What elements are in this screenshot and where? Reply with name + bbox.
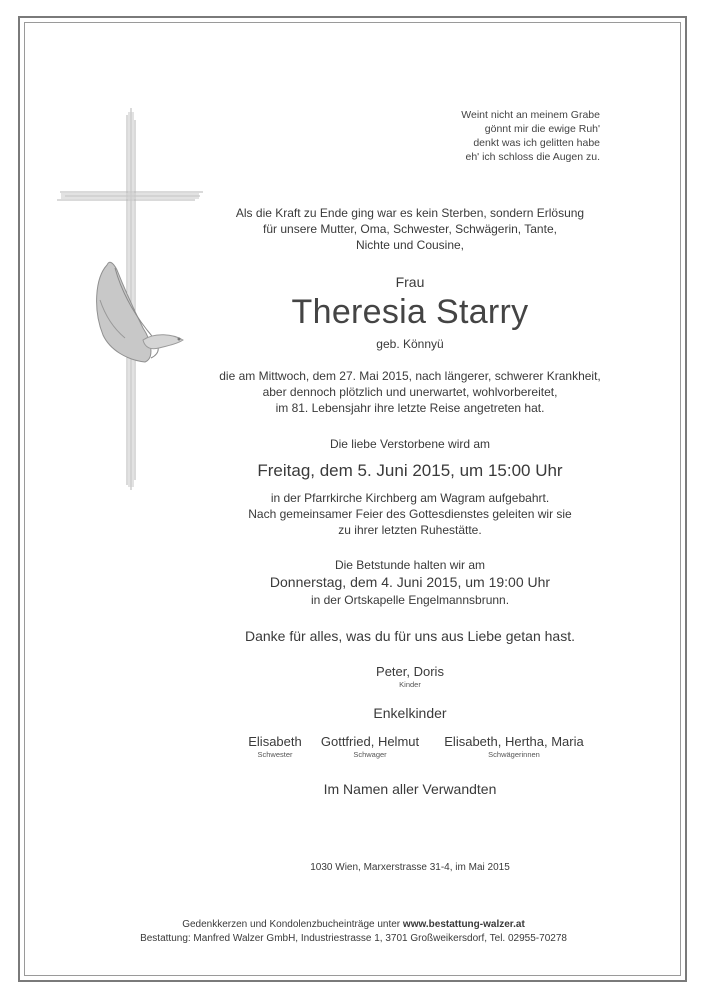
poem-line: Weint nicht an meinem Grabe [461,109,600,121]
salutation: Frau [395,274,425,290]
relative-role: Schwager [353,750,387,759]
funeral-line: in der Pfarrkirche Kirchberg am Wagram aufgebahrt. [270,491,550,505]
deceased-name: Theresia Starry [291,293,529,331]
intro-line: Als die Kraft zu Ende ging war es kein Sterben, sondern Erlösung [235,206,585,220]
death-text [200,368,620,416]
funeral-text [200,490,620,538]
death-line: im 81. Lebensjahr ihre letzte Reise angetreten hat. [275,401,545,415]
relative-role: Schwägerinnen [488,750,540,759]
cross-praying-hands-icon [55,100,205,500]
footer [40,918,667,946]
footer-prefix: Gedenkkerzen und Kondolenzbucheinträge unter [182,919,403,930]
relative-sisters-in-law [432,734,596,759]
relative-names: Elisabeth [248,734,302,749]
relative-brothers-in-law [312,734,428,759]
birth-name: geb. Könnyü [376,337,444,351]
closing-text: Im Namen aller Verwandten [323,781,497,797]
prayer-date: Donnerstag, dem 4. Juni 2015, um 19:00 Uhr [269,574,551,590]
funeral-intro: Die liebe Verstorbene wird am [329,437,491,451]
poem [400,108,600,164]
death-line: aber dennoch plötzlich und unerwartet, wohlvorbereitet, [262,385,558,399]
children [200,664,620,689]
poem-line: gönnt mir die ewige Ruh' [484,123,600,135]
children-role: Kinder [399,680,421,689]
intro-line: Nichte und Cousine, [355,238,465,252]
place-date: 1030 Wien, Marxerstrasse 31-4, im Mai 2015 [310,862,510,873]
poem-line: denkt was ich gelitten habe [473,137,600,149]
poem-line: eh' ich schloss die Augen zu. [465,151,600,163]
funeral-line: zu ihrer letzten Ruhestätte. [338,523,482,537]
death-line: die am Mittwoch, dem 27. Mai 2015, nach längerer, schwerer Krankheit, [219,369,601,383]
relative-sister [240,734,310,759]
funeral-date: Freitag, dem 5. Juni 2015, um 15:00 Uhr [257,461,563,480]
footer-line-1 [40,918,667,932]
intro-text [200,205,620,253]
relative-names: Gottfried, Helmut [320,734,420,749]
relative-role: Schwester [257,750,293,759]
prayer-location: in der Ortskapelle Engelmannsbrunn. [310,593,510,607]
grandchildren: Enkelkinder [373,705,447,721]
prayer-intro: Die Betstunde halten wir am [334,558,486,572]
intro-line: für unsere Mutter, Oma, Schwester, Schwägerin, Tante, [263,222,557,236]
relative-names: Elisabeth, Hertha, Maria [444,734,584,749]
website-link[interactable]: www.bestattung-walzer.at [402,919,525,930]
thanks-text: Danke für alles, was du für uns aus Liebe getan hast. [245,628,575,644]
children-names: Peter, Doris [376,664,444,679]
funeral-line: Nach gemeinsamer Feier des Gottesdienstes geleiten wir sie [248,507,572,521]
footer-line-2: Bestattung: Manfred Walzer GmbH, Industriestrasse 1, 3701 Großweikersdorf, Tel. 02955-70278 [140,933,567,944]
